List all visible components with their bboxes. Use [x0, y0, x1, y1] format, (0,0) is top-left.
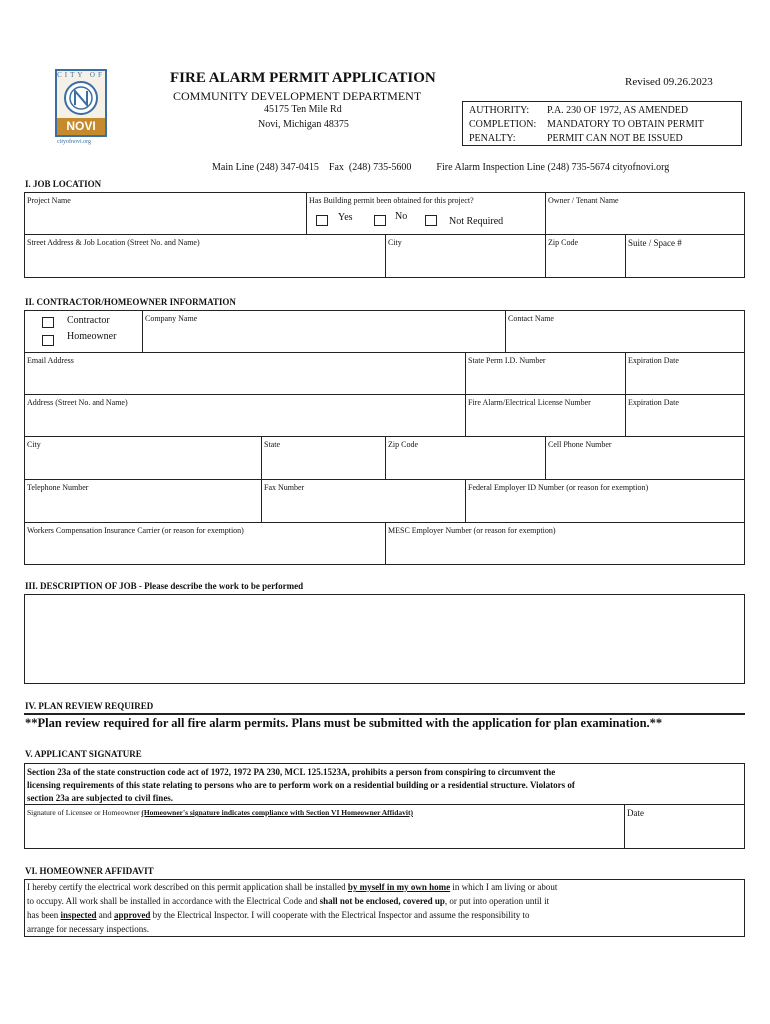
cell-phone-field[interactable] [545, 436, 745, 480]
statute-box [24, 763, 745, 805]
department-name: COMMUNITY DEVELOPMENT DEPARTMENT [173, 89, 422, 103]
statute-line-2: licensing requirements of this state relating to persons who are to perform work on a residential building or a residential structure. Violators of [27, 780, 575, 790]
homeowner-checkbox[interactable] [42, 335, 54, 346]
expiration-date-1-field[interactable] [625, 352, 745, 395]
contact-phones: Main Line (248) 347-0415 Fax (248) 735-5600 Fire Alarm Inspection Line (248) 735-5674 cityofnovi.org [212, 162, 670, 173]
suite-label: Suite / Space # [628, 238, 682, 248]
page-title: FIRE ALARM PERMIT APPLICATION [170, 70, 436, 86]
authority-box [462, 101, 742, 146]
section-3-title: III. DESCRIPTION OF JOB - Please describe the work to be performed [25, 581, 304, 591]
contractor-city-label: City [27, 440, 41, 449]
address-line-2: Novi, Michigan 48375 [258, 119, 349, 130]
affidavit-line-3: has been inspected and approved by the Electrical Inspector. I will cooperate with the Electrical Inspector and assume the responsibility to [27, 910, 530, 920]
signature-date-field[interactable] [624, 804, 745, 849]
homeowner-affidavit-box [24, 879, 745, 937]
contractor-address-field[interactable] [24, 394, 466, 437]
permit-yes-checkbox[interactable] [316, 215, 328, 226]
plan-review-notice: **Plan review required for all fire alarm permits. Plans must be submitted with the application for plan examination.** [25, 716, 663, 730]
street-address-label: Street Address & Job Location (Street No. and Name) [27, 238, 200, 247]
state-perm-field[interactable] [465, 352, 626, 395]
penalty-value: PERMIT CAN NOT BE ISSUED [547, 133, 683, 144]
owner-tenant-label: Owner / Tenant Name [548, 196, 619, 205]
owner-tenant-field[interactable] [545, 192, 745, 235]
contractor-state-field[interactable] [261, 436, 386, 480]
building-permit-label: Has Building permit been obtained for this project? [309, 196, 474, 205]
expiration-date-2-field[interactable] [625, 394, 745, 437]
section-4-title: IV. PLAN REVIEW REQUIRED [25, 701, 154, 711]
cell-phone-label: Cell Phone Number [548, 440, 612, 449]
license-number-label: Fire Alarm/Electrical License Number [468, 398, 591, 407]
section-2-title: II. CONTRACTOR/HOMEOWNER INFORMATION [25, 297, 236, 307]
completion-key: COMPLETION: [469, 119, 537, 130]
company-name-field[interactable] [142, 310, 506, 353]
workers-comp-field[interactable] [24, 522, 386, 565]
affidavit-line-2: to occupy. All work shall be installed in accordance with the Electrical Code and shall not be enclosed, covered up, or put into operation until it [27, 896, 550, 906]
company-name-label: Company Name [145, 314, 198, 323]
fax-label: Fax Number [264, 483, 305, 492]
signature-field[interactable] [24, 804, 625, 849]
logo-top-text: CITY OF [57, 71, 105, 79]
signature-note: (Homeowner's signature indicates compliance with Section VI Homeowner Affidavit) [141, 808, 413, 817]
suite-field[interactable] [625, 234, 745, 278]
contractor-address-label: Address (Street No. and Name) [27, 398, 128, 407]
section-1-title: I. JOB LOCATION [25, 179, 102, 189]
federal-employer-id-label: Federal Employer ID Number (or reason for exemption) [468, 483, 649, 492]
permit-yes-label: Yes [338, 212, 353, 223]
job-zip-field[interactable] [545, 234, 626, 278]
job-description-textarea[interactable] [24, 594, 745, 684]
mesc-employer-field[interactable] [385, 522, 745, 565]
city-logo [55, 69, 107, 137]
job-city-label: City [388, 238, 402, 247]
fax-field[interactable] [261, 479, 466, 523]
federal-employer-id-field[interactable] [465, 479, 745, 523]
affidavit-line-1: I hereby certify the electrical work described on this permit application shall be installed by myself in my own home in which I am living or about [27, 882, 558, 892]
email-label: Email Address [27, 356, 74, 365]
state-perm-label: State Perm I.D. Number [468, 356, 546, 365]
contractor-checkbox[interactable] [42, 317, 54, 328]
permit-not-required-checkbox[interactable] [425, 215, 437, 226]
permit-no-label: No [395, 211, 408, 222]
revised-date: Revised 09.26.2023 [625, 76, 713, 88]
project-name-field[interactable] [24, 192, 307, 235]
penalty-key: PENALTY: [469, 133, 516, 144]
contractor-state-label: State [264, 440, 280, 449]
contact-name-label: Contact Name [508, 314, 554, 323]
project-name-label: Project Name [27, 196, 71, 205]
permit-not-required-label: Not Required [449, 216, 504, 227]
statute-line-3: section 23a are subjected to civil fines. [27, 793, 174, 803]
logo-name: NOVI [57, 118, 105, 135]
permit-no-checkbox[interactable] [374, 215, 386, 226]
authority-key: AUTHORITY: [469, 105, 530, 116]
logo-url: cityofnovi.org [57, 139, 92, 145]
email-field[interactable] [24, 352, 466, 395]
expiration-date-2-label: Expiration Date [628, 398, 679, 407]
homeowner-label: Homeowner [67, 331, 117, 342]
section-6-title: VI. HOMEOWNER AFFIDAVIT [25, 866, 154, 876]
job-zip-label: Zip Code [548, 238, 578, 247]
signature-date-label: Date [627, 808, 644, 818]
mesc-employer-label: MESC Employer Number (or reason for exemption) [388, 526, 556, 535]
logo-seal-icon [64, 81, 98, 115]
affidavit-line-4: arrange for necessary inspections. [27, 924, 149, 934]
authority-value: P.A. 230 OF 1972, AS AMENDED [547, 105, 689, 116]
job-city-field[interactable] [385, 234, 546, 278]
workers-comp-label: Workers Compensation Insurance Carrier (or reason for exemption) [27, 526, 244, 535]
contractor-city-field[interactable] [24, 436, 262, 480]
telephone-field[interactable] [24, 479, 262, 523]
address-line-1: 45175 Ten Mile Rd [264, 104, 342, 115]
license-number-field[interactable] [465, 394, 626, 437]
expiration-date-1-label: Expiration Date [628, 356, 679, 365]
contractor-zip-label: Zip Code [388, 440, 418, 449]
completion-value: MANDATORY TO OBTAIN PERMIT [547, 119, 704, 130]
section-5-title: V. APPLICANT SIGNATURE [25, 749, 142, 759]
section-4-divider [24, 713, 745, 715]
contractor-zip-field[interactable] [385, 436, 546, 480]
street-address-field[interactable] [24, 234, 386, 278]
signature-label: Signature of Licensee or Homeowner (Homeowner's signature indicates compliance with Section VI Homeowner Affidavit) [27, 808, 413, 817]
contact-name-field[interactable] [505, 310, 745, 353]
contractor-label: Contractor [67, 315, 110, 326]
telephone-label: Telephone Number [27, 483, 89, 492]
statute-line-1: Section 23a of the state construction code act of 1972, 1972 PA 230, MCL 125.1523A, prohibits a person from conspiring to circumvent the [27, 767, 556, 777]
